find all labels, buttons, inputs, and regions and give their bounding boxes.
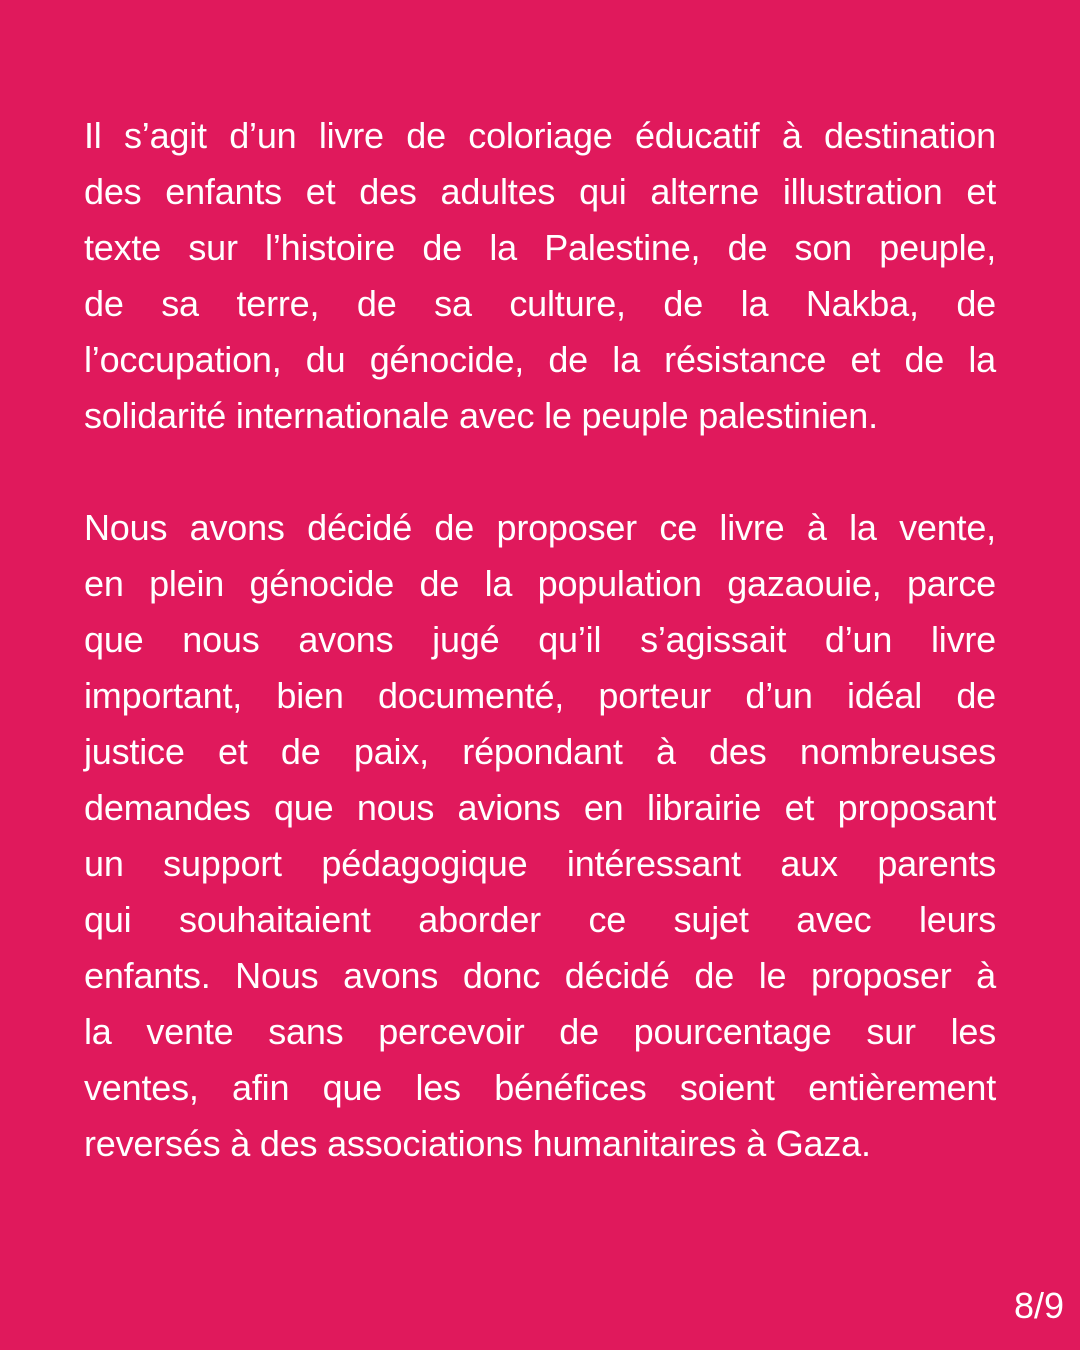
text-line: de sa terre, de sa culture, de la Nakba, de — [84, 283, 996, 324]
text-line: solidarité internationale avec le peuple palestinien. — [84, 395, 878, 436]
text-line: important, bien documenté, porteur d’un idéal de — [84, 675, 996, 716]
text-line: justice et de paix, répondant à des nombreuses — [84, 731, 996, 772]
text-line: en plein génocide de la population gazaouie, parce — [84, 563, 996, 604]
text-line: texte sur l’histoire de la Palestine, de son peuple, — [84, 227, 996, 268]
paragraph-description — [84, 108, 996, 444]
text-line: Nous avons décidé de proposer ce livre à la vente, — [84, 507, 996, 548]
text-line: des enfants et des adultes qui alterne illustration et — [84, 171, 996, 212]
text-line: la vente sans percevoir de pourcentage sur les — [84, 1011, 996, 1052]
text-line: reversés à des associations humanitaires à Gaza. — [84, 1123, 871, 1164]
text-line: l’occupation, du génocide, de la résistance et de la — [84, 339, 996, 380]
paragraph-decision — [84, 500, 996, 1172]
text-line: enfants. Nous avons donc décidé de le proposer à — [84, 955, 996, 996]
text-line: demandes que nous avions en librairie et proposant — [84, 787, 996, 828]
text-line: Il s’agit d’un livre de coloriage éducatif à destination — [84, 115, 996, 156]
page-indicator: 8/9 — [1013, 1285, 1064, 1326]
text-line: ventes, afin que les bénéfices soient entièrement — [84, 1067, 996, 1108]
text-line: que nous avons jugé qu’il s’agissait d’un livre — [84, 619, 996, 660]
text-line: un support pédagogique intéressant aux parents — [84, 843, 996, 884]
text-line: qui souhaitaient aborder ce sujet avec leurs — [84, 899, 996, 940]
